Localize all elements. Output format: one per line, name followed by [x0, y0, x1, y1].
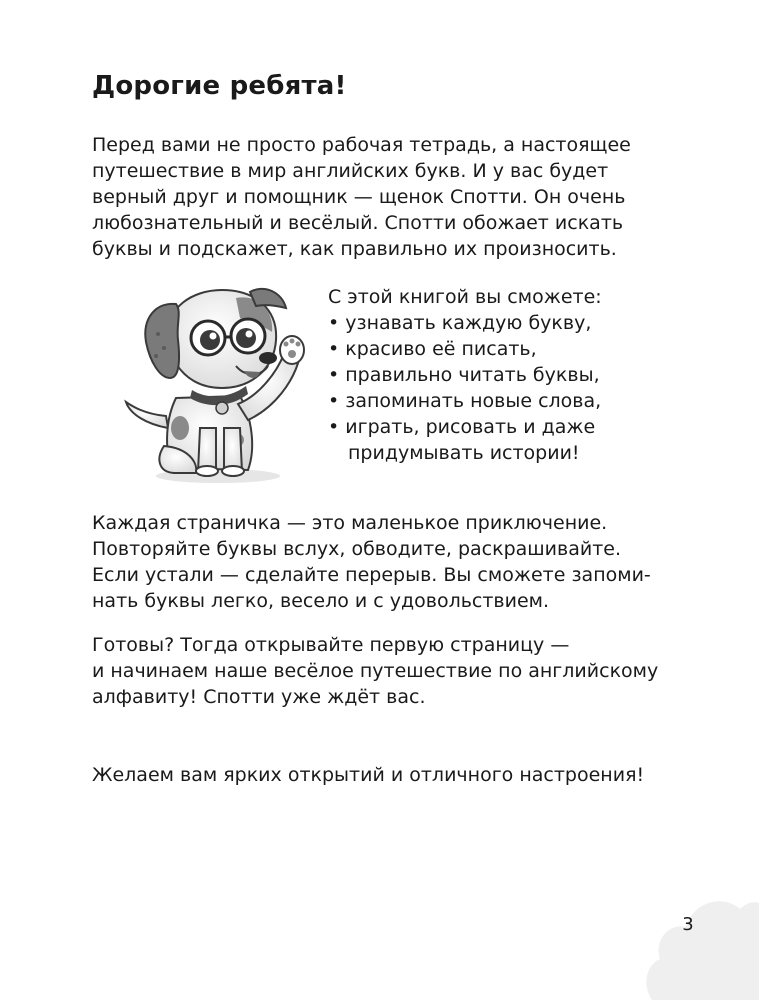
ready-paragraph — [92, 632, 658, 710]
adventure-line: Повторяйте буквы вслух, обводите, раскрашивайте. — [92, 538, 622, 560]
intro-line: любознательный и весёлый. Спотти обожает искать — [92, 212, 624, 234]
adventure-line: нать буквы легко, весело и с удовольствием. — [92, 590, 550, 612]
closing-wish: Желаем вам ярких открытий и отличного настроения! — [92, 764, 645, 786]
skills-list-item: придумывать истории! — [348, 442, 580, 464]
intro-line: верный друг и помощник — щенок Спотти. Он очень — [92, 186, 626, 208]
skills-list — [328, 284, 602, 466]
ready-line: и начинаем наше весёлое путешествие по английскому — [92, 660, 659, 682]
page-number-cloud — [642, 885, 759, 1000]
ready-line: Готовы? Тогда открывайте первую страницу — — [92, 634, 570, 656]
puppy-spotty-illustration — [118, 278, 318, 488]
intro-line: буквы и подскажет, как правильно их произносить. — [92, 238, 617, 260]
adventure-line: Если устали — сделайте перерыв. Вы сможете запоми- — [92, 564, 651, 586]
page-title: Дорогие ребята! — [92, 71, 347, 101]
skills-list-item: • красиво её писать, — [328, 338, 537, 360]
adventure-line: Каждая страничка — это маленькое приключение. — [92, 512, 608, 534]
skills-list-heading: С этой книгой вы сможете: — [328, 286, 602, 308]
intro-line: Перед вами не просто рабочая тетрадь, а настоящее — [92, 134, 631, 156]
intro-paragraph — [92, 132, 631, 262]
page-number: 3 — [682, 914, 694, 935]
adventure-paragraph — [92, 510, 651, 614]
skills-list-item: • запоминать новые слова, — [328, 390, 602, 412]
intro-line: путешествие в мир английских букв. И у вас будет — [92, 160, 609, 182]
skills-list-item: • играть, рисовать и даже — [328, 416, 596, 438]
skills-list-item: • правильно читать буквы, — [328, 364, 600, 386]
ready-line: алфавиту! Спотти уже ждёт вас. — [92, 686, 426, 708]
skills-list-item: • узнавать каждую букву, — [328, 312, 592, 334]
